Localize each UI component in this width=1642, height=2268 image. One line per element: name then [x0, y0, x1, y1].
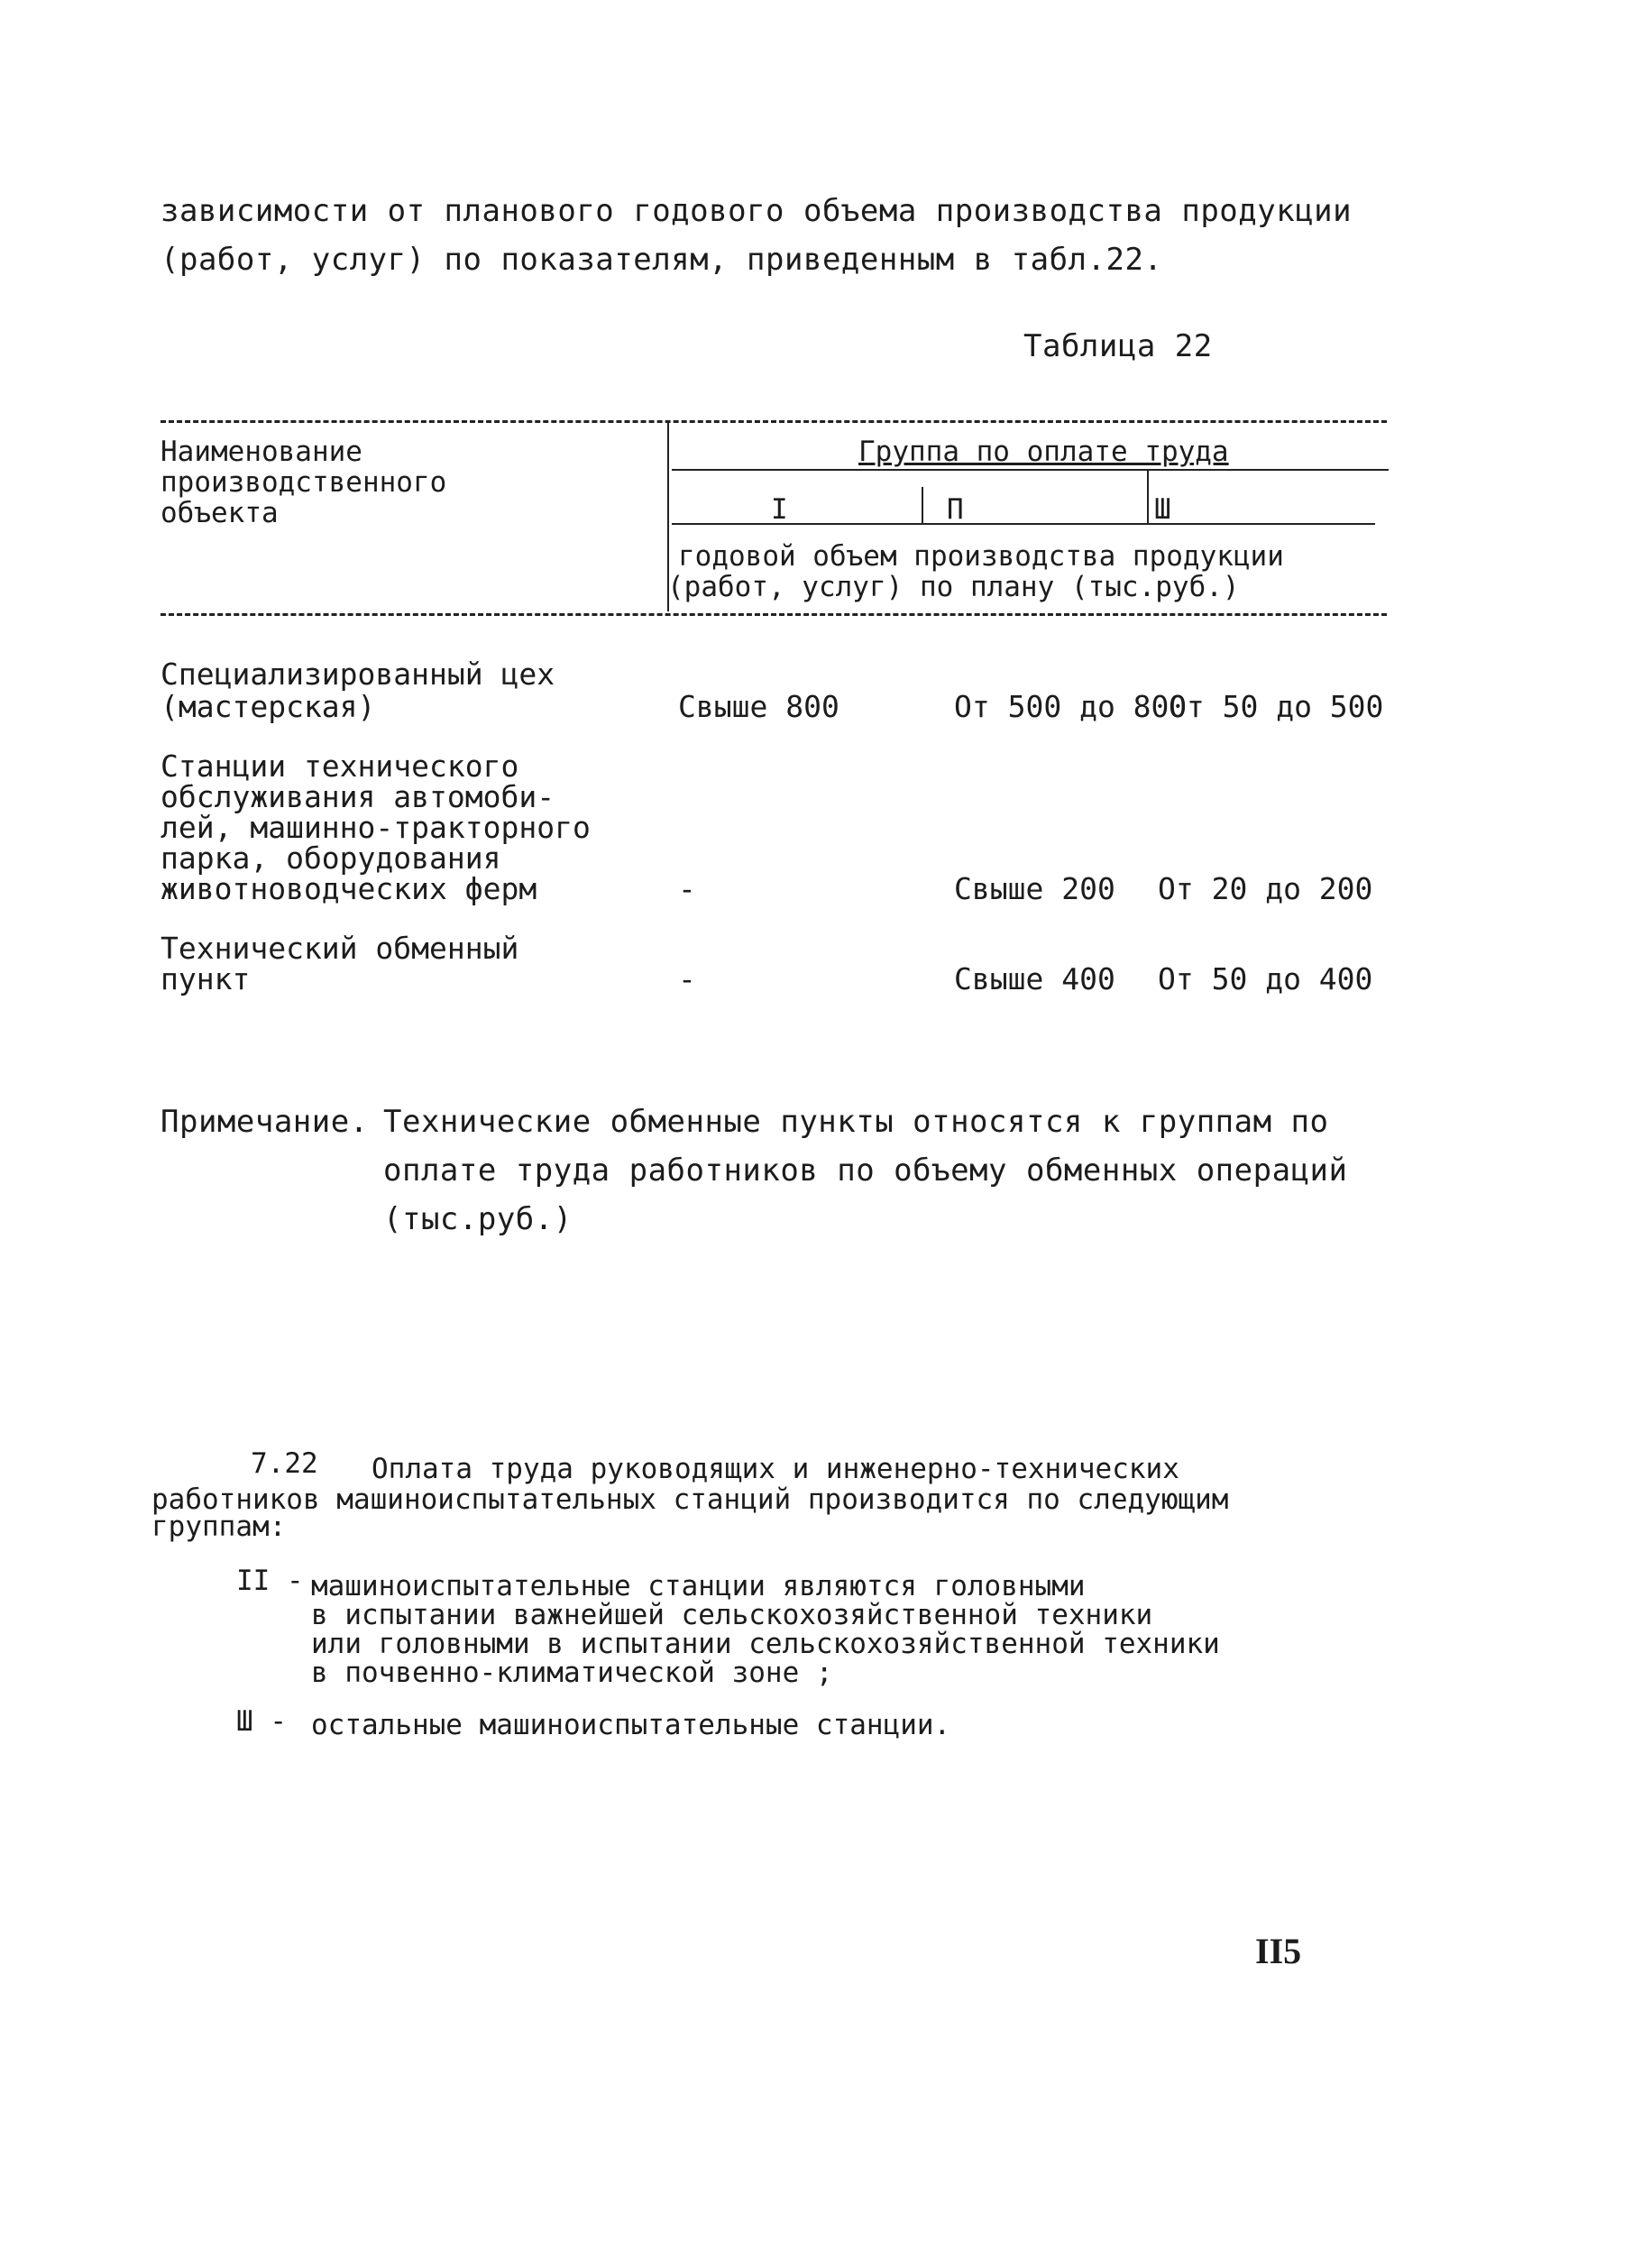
group-col-1: I	[771, 493, 788, 526]
col-name-header-2: производственного	[161, 466, 447, 499]
group-ii-line-1: машиноиспытательные станции являются головными	[311, 1570, 1086, 1602]
subheader-line-2: (работ, услуг) по плану (тыс.руб.)	[667, 571, 1240, 603]
page-number: II5	[1255, 1931, 1302, 1971]
row-2-group-1: -	[678, 871, 696, 906]
row-3-group-1: -	[678, 961, 696, 996]
note-line-2: оплате труда работников по объему обменных операций	[383, 1152, 1348, 1189]
note-line-3: (тыс.руб.)	[383, 1201, 573, 1237]
row-1-group-2: От 500 до 800	[954, 689, 1188, 724]
group-ii-label: II -	[236, 1565, 304, 1597]
row-3-name-line-2: пункт	[161, 961, 251, 996]
section-line-3: группам:	[151, 1510, 287, 1543]
row-1-name-line-1: Специализированный цех	[161, 657, 555, 692]
row-2-name-line-4: парка, оборудования	[161, 840, 501, 876]
group-ii-line-3: или головными в испытании сельскохозяйственной техники	[311, 1628, 1220, 1660]
intro-line-2: (работ, услуг) по показателям, приведенным в табл.22.	[161, 242, 1163, 278]
group-col-3: Ш	[1154, 493, 1171, 526]
table-top-rule	[161, 420, 1387, 423]
group-ii-line-4: в почвенно-климатической зоне ;	[311, 1657, 833, 1689]
row-2-name-line-1: Станции технического	[161, 748, 519, 784]
row-2-group-2: Свыше 200	[954, 871, 1115, 906]
col-name-header-1: Наименование	[161, 436, 362, 468]
group-col-divider-1	[922, 487, 923, 523]
row-2-name-line-5: животноводческих ферм	[161, 871, 537, 906]
table-header-bottom-rule	[161, 613, 1387, 616]
row-3-name-line-1: Технический обменный	[161, 931, 519, 966]
section-line-2: работников машиноиспытательных станций производится по следующим	[151, 1483, 1229, 1516]
row-1-group-3: От 50 до 500	[1169, 691, 1384, 723]
table-label: Таблица 22	[1023, 328, 1213, 364]
note-label: Примечание.	[161, 1104, 369, 1140]
row-2-name-line-2: обслуживания автомоби-	[161, 779, 555, 814]
col-name-header-3: объекта	[161, 497, 279, 529]
note-line-1: Технические обменные пункты относятся к группам по	[383, 1104, 1329, 1140]
group-ii-line-2: в испытании важнейшей сельскохозяйственной техники	[311, 1599, 1153, 1631]
group-header: Группа по оплате труда	[858, 436, 1229, 468]
section-number: 7.22	[251, 1447, 318, 1480]
intro-line-1: зависимости от планового годового объема производства продукции	[161, 193, 1353, 229]
row-3-group-3: От 50 до 400	[1158, 961, 1373, 996]
group-col-divider-2	[1147, 469, 1149, 523]
group-iii-label: Ш -	[236, 1705, 287, 1738]
group-iii-line-1: остальные машиноиспытательные станции.	[311, 1709, 951, 1741]
row-3-group-2: Свыше 400	[954, 961, 1115, 996]
group-header-rule	[672, 469, 1389, 471]
row-1-group-1: Свыше 800	[678, 689, 839, 724]
subheader-line-1: годовой объем производства продукции	[678, 540, 1284, 573]
row-2-group-3: От 20 до 200	[1158, 871, 1373, 906]
row-2-name-line-3: лей, машинно-тракторного	[161, 810, 591, 845]
section-line-1: Оплата труда руководящих и инженерно-технических	[372, 1453, 1179, 1485]
group-col-2: П	[947, 493, 964, 526]
row-1-name-line-2: (мастерская)	[161, 689, 376, 724]
